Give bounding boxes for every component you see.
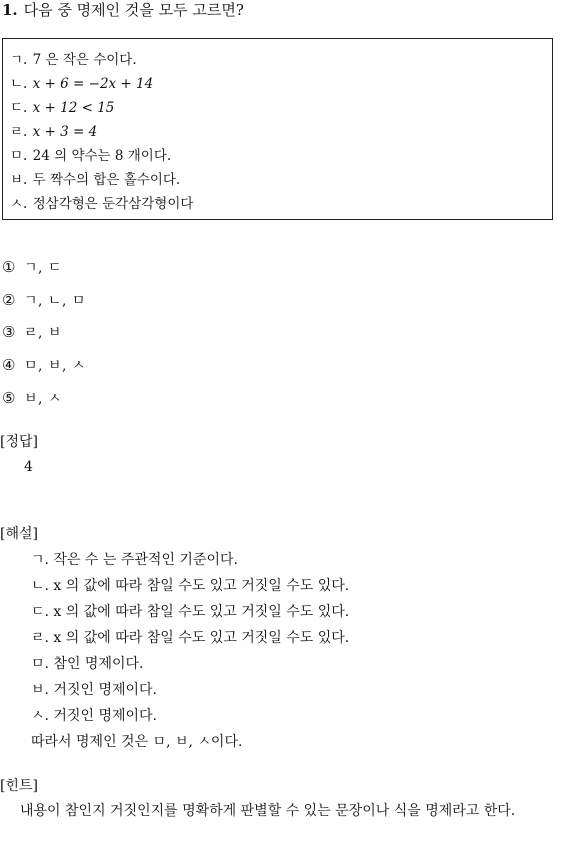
choice-label: ㄱ, ㄷ xyxy=(24,260,62,276)
choice-label: ㄱ, ㄴ, ㅁ xyxy=(24,293,86,309)
choice-number: ④ xyxy=(2,356,16,374)
statement-mark: ㅂ. xyxy=(10,172,28,188)
statement-item xyxy=(10,123,97,141)
hint-label: [힌트] xyxy=(0,778,38,794)
choice-2[interactable] xyxy=(2,291,86,310)
choice-4[interactable] xyxy=(2,356,86,375)
statement-text: 7 은 작은 수이다. xyxy=(32,52,137,68)
statement-mark: ㅁ. xyxy=(10,148,28,164)
choice-number: ③ xyxy=(2,323,16,341)
solution-label: [해설] xyxy=(0,526,38,542)
solution-line: ㅅ. 거짓인 명제이다. xyxy=(31,708,157,724)
statement-item xyxy=(10,75,153,93)
statement-item xyxy=(10,195,193,213)
answer-label: [정답] xyxy=(0,434,38,450)
statement-item xyxy=(10,99,114,117)
statement-text: x + 12 < 15 xyxy=(32,100,115,116)
choice-label: ㅁ, ㅂ, ㅅ xyxy=(24,358,86,374)
choice-1[interactable] xyxy=(2,258,62,277)
statement-mark: ㄴ. xyxy=(10,76,28,92)
choice-5[interactable] xyxy=(2,389,62,408)
choice-number: ② xyxy=(2,291,16,309)
statement-text: x + 3 = 4 xyxy=(32,124,98,140)
solution-line: ㄱ. 작은 수 는 주관적인 기준이다. xyxy=(31,552,238,568)
statements-box xyxy=(2,38,553,220)
statement-text: 정삼각형은 둔각삼각형이다 xyxy=(32,196,194,212)
choice-label: ㄹ, ㅂ xyxy=(24,325,62,341)
choice-label: ㅂ, ㅅ xyxy=(24,391,62,407)
solution-line: ㄷ. x 의 값에 따라 참일 수도 있고 거짓일 수도 있다. xyxy=(31,604,350,620)
statement-mark: ㄹ. xyxy=(10,124,28,140)
statement-mark: ㅅ. xyxy=(10,196,28,212)
statement-mark: ㄷ. xyxy=(10,100,28,116)
question-text: 다음 중 명제인 것을 모두 고르면? xyxy=(23,1,244,19)
choice-3[interactable] xyxy=(2,323,62,342)
statement-text: x + 6 = −2x + 14 xyxy=(32,76,154,92)
solution-line: ㄹ. x 의 값에 따라 참일 수도 있고 거짓일 수도 있다. xyxy=(31,630,350,646)
hint-text xyxy=(0,798,572,824)
statement-text: 24 의 약수는 8 개이다. xyxy=(32,148,172,164)
statement-mark: ㄱ. xyxy=(10,52,28,68)
statement-item xyxy=(10,51,137,69)
choice-number: ① xyxy=(2,258,16,276)
statement-text: 두 짝수의 합은 홀수이다. xyxy=(32,172,181,188)
answer-value: 4 xyxy=(24,459,33,475)
statement-item xyxy=(10,171,180,189)
solution-line: ㅂ. 거짓인 명제이다. xyxy=(31,682,157,698)
statement-item xyxy=(10,147,171,165)
question-title xyxy=(2,0,244,20)
choice-number: ⑤ xyxy=(2,389,16,407)
solution-line: ㄴ. x 의 값에 따라 참일 수도 있고 거짓일 수도 있다. xyxy=(31,578,350,594)
solution-conclusion: 따라서 명제인 것은 ㅁ, ㅂ, ㅅ이다. xyxy=(31,734,243,750)
solution-line: ㅁ. 참인 명제이다. xyxy=(31,656,144,672)
hint-body: 내용이 참인지 거짓인지를 명확하게 판별할 수 있는 문장이나 식을 명제라고 한다. xyxy=(20,803,516,819)
question-number: 1. xyxy=(2,1,18,19)
